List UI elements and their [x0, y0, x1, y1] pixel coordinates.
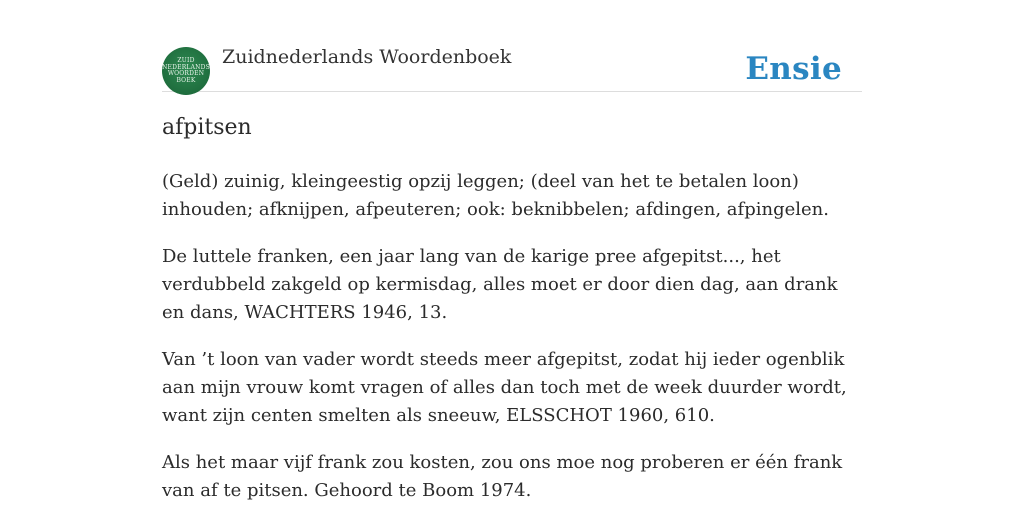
entry-quote: Als het maar vijf frank zou kosten, zou ons moe nog proberen er één frank van af te pitsen. Gehoord te Boom 1974. [162, 452, 843, 501]
site-header [162, 44, 862, 92]
logo-line: NEDERLANDS [162, 63, 210, 71]
logo-line: ZUID [177, 57, 195, 64]
zuidnederlands-woordenboek-logo[interactable] [162, 47, 210, 95]
entry-quote: Van ’t loon van vader wordt steeds meer afgepitst, zodat hij ieder ogenblik aan mijn vrouw komt vragen of alles dan toch met de week duurder wordt, want zijn centen smelten als sneeuw, ELSSCHOT 1960, 610. [162, 349, 847, 426]
dictionary-name-link[interactable]: Zuidnederlands Woordenboek [222, 46, 512, 68]
logo-line: BOEK [176, 76, 196, 84]
entry-body [162, 168, 862, 524]
entry-quote: De luttele franken, een jaar lang van de karige pree afgepitst..., het verdubbeld zakgeld op kermisdag, alles moet er door dien dag, aan drank en dans, WACHTERS 1946, 13. [162, 246, 838, 323]
entry-headword: afpitsen [162, 115, 252, 140]
ensie-brand-link[interactable]: Ensie [745, 51, 842, 87]
entry-definition: (Geld) zuinig, kleingeestig opzij leggen; (deel van het te betalen loon) inhouden; afknijpen, afpeuteren; ook: beknibbelen; afdingen, afpingelen. [162, 171, 829, 220]
logo-line: WOORDEN [167, 70, 205, 77]
